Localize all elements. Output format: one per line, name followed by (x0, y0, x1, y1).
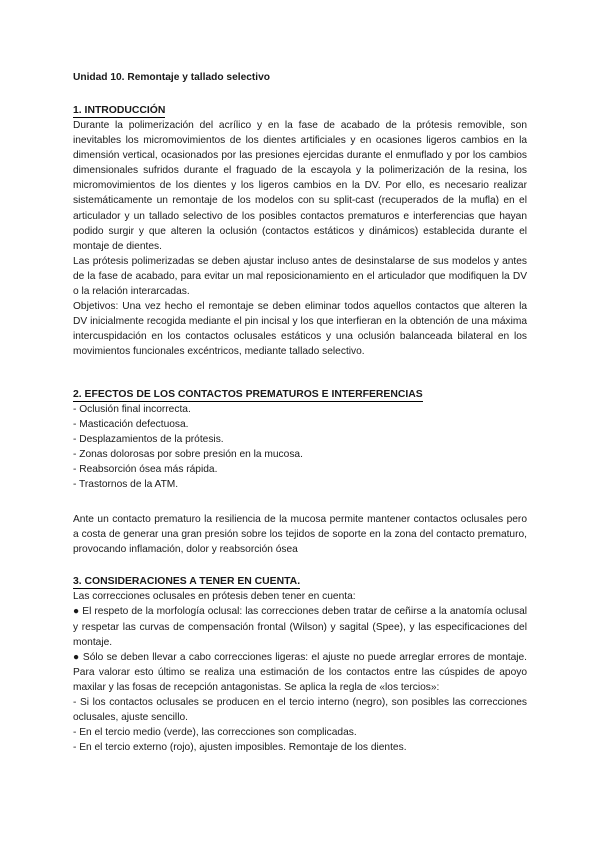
section-consideraciones (73, 571, 527, 755)
section-heading-efectos: 2. EFECTOS DE LOS CONTACTOS PREMATUROS E INTERFERENCIAS (73, 388, 423, 400)
section-spacer (73, 360, 527, 384)
efectos-list (73, 402, 527, 493)
section-spacer (73, 557, 527, 571)
list-item: - Reabsorción ósea más rápida. (73, 463, 218, 475)
bullet-correcciones-ligeras: ● Sólo se deben llevar a cabo correcciones ligeras: el ajuste no puede arreglar errores de montaje. Para valorar esto último se realiza una estimación de los contactos entre las cúspides de apoyo maxilar y las fosas de recepción antagonistas. Se aplica la regla de «los tercios»: (73, 651, 527, 693)
document-title: Unidad 10. Remontaje y tallado selectivo (73, 72, 271, 83)
intro-paragraph-1: Durante la polimerización del acrílico y en la fase de acabado de la prótesis removible, son inevitables los micromovimientos de los dientes artificiales y en ocasiones ligeros cambios en la dimensión vertical, ocasionados por las presiones ejercidas durante el enmuflado y por los cambios dimensionales sufridos durante el fraguado de la escayola y la polimerización de la resina, los micromovimientos de los dientes y los ligeros cambios en la DV. Por ello, es necesario realizar sistemáticamente un remontaje de los modelos con su split-cast (recuperados de la mufla) en el articulador y un tallado selectivo de los posibles contactos prematuros e interferencias que hayan podido surgir y que alteren la oclusión (contactos estáticos y dinámicos) establecida durante el montaje de dientes. (73, 120, 527, 252)
list-item: - Zonas dolorosas por sobre presión en la mucosa. (73, 448, 303, 460)
list-item: - Trastornos de la ATM. (73, 478, 179, 490)
section-heading-consideraciones: 3. CONSIDERACIONES A TENER EN CUENTA. (73, 576, 301, 588)
intro-paragraph-objetivos: Objetivos: Una vez hecho el remontaje se deben eliminar todos aquellos contactos que alteren la DV inicialmente recogida mediante el pin incisal y los que interfieran en la obtención de una máxima intercuspidación en los contactos oclusales estáticos y una oclusión balanceada bilateral en los movimientos funcionales excéntricos, mediante tallado selectivo. (73, 301, 527, 358)
list-item: - Desplazamientos de la prótesis. (73, 433, 224, 445)
section-introduccion (73, 100, 527, 360)
paragraph-spacer (73, 492, 527, 512)
section-heading-introduccion: 1. INTRODUCCIÓN (73, 105, 166, 116)
section-efectos (73, 384, 527, 558)
intro-paragraph-2: Las prótesis polimerizadas se deben ajustar incluso antes de desinstalarse de sus modelos y antes de la fase de acabado, para evitar un mal reposicionamiento en el articulador que modifiquen la DV o la relación interarcadas. (73, 255, 527, 298)
efectos-paragraph: Ante un contacto prematuro la resiliencia de la mucosa permite mantener contactos oclusales pero a costa de generar una gran presión sobre los tejidos de soporte en la zona del contacto prematuro, provocando inflamación, dolor y reabsorción ósea (73, 514, 527, 556)
rule-tercio-externo: - En el tercio externo (rojo), ajusten imposibles. Remontaje de los dientes. (73, 742, 407, 754)
rule-tercio-interno: - Si los contactos oclusales se producen en el tercio interno (negro), son posibles las correcciones oclusales, ajuste sencillo. (73, 697, 527, 724)
rule-tercio-medio: - En el tercio medio (verde), las correcciones son complicadas. (73, 727, 357, 739)
list-item: - Masticación defectuosa. (73, 418, 189, 430)
bullet-morfologia: ● El respeto de la morfología oclusal: las correcciones deben tratar de ceñirse a la anatomía oclusal y respetar las curvas de compensación frontal (Wilson) y sagital (Spee), y las especificaciones del montaje. (73, 606, 527, 648)
list-item: - Oclusión final incorrecta. (73, 403, 191, 415)
consideraciones-intro: Las correcciones oclusales en prótesis deben tener en cuenta: (73, 591, 356, 603)
